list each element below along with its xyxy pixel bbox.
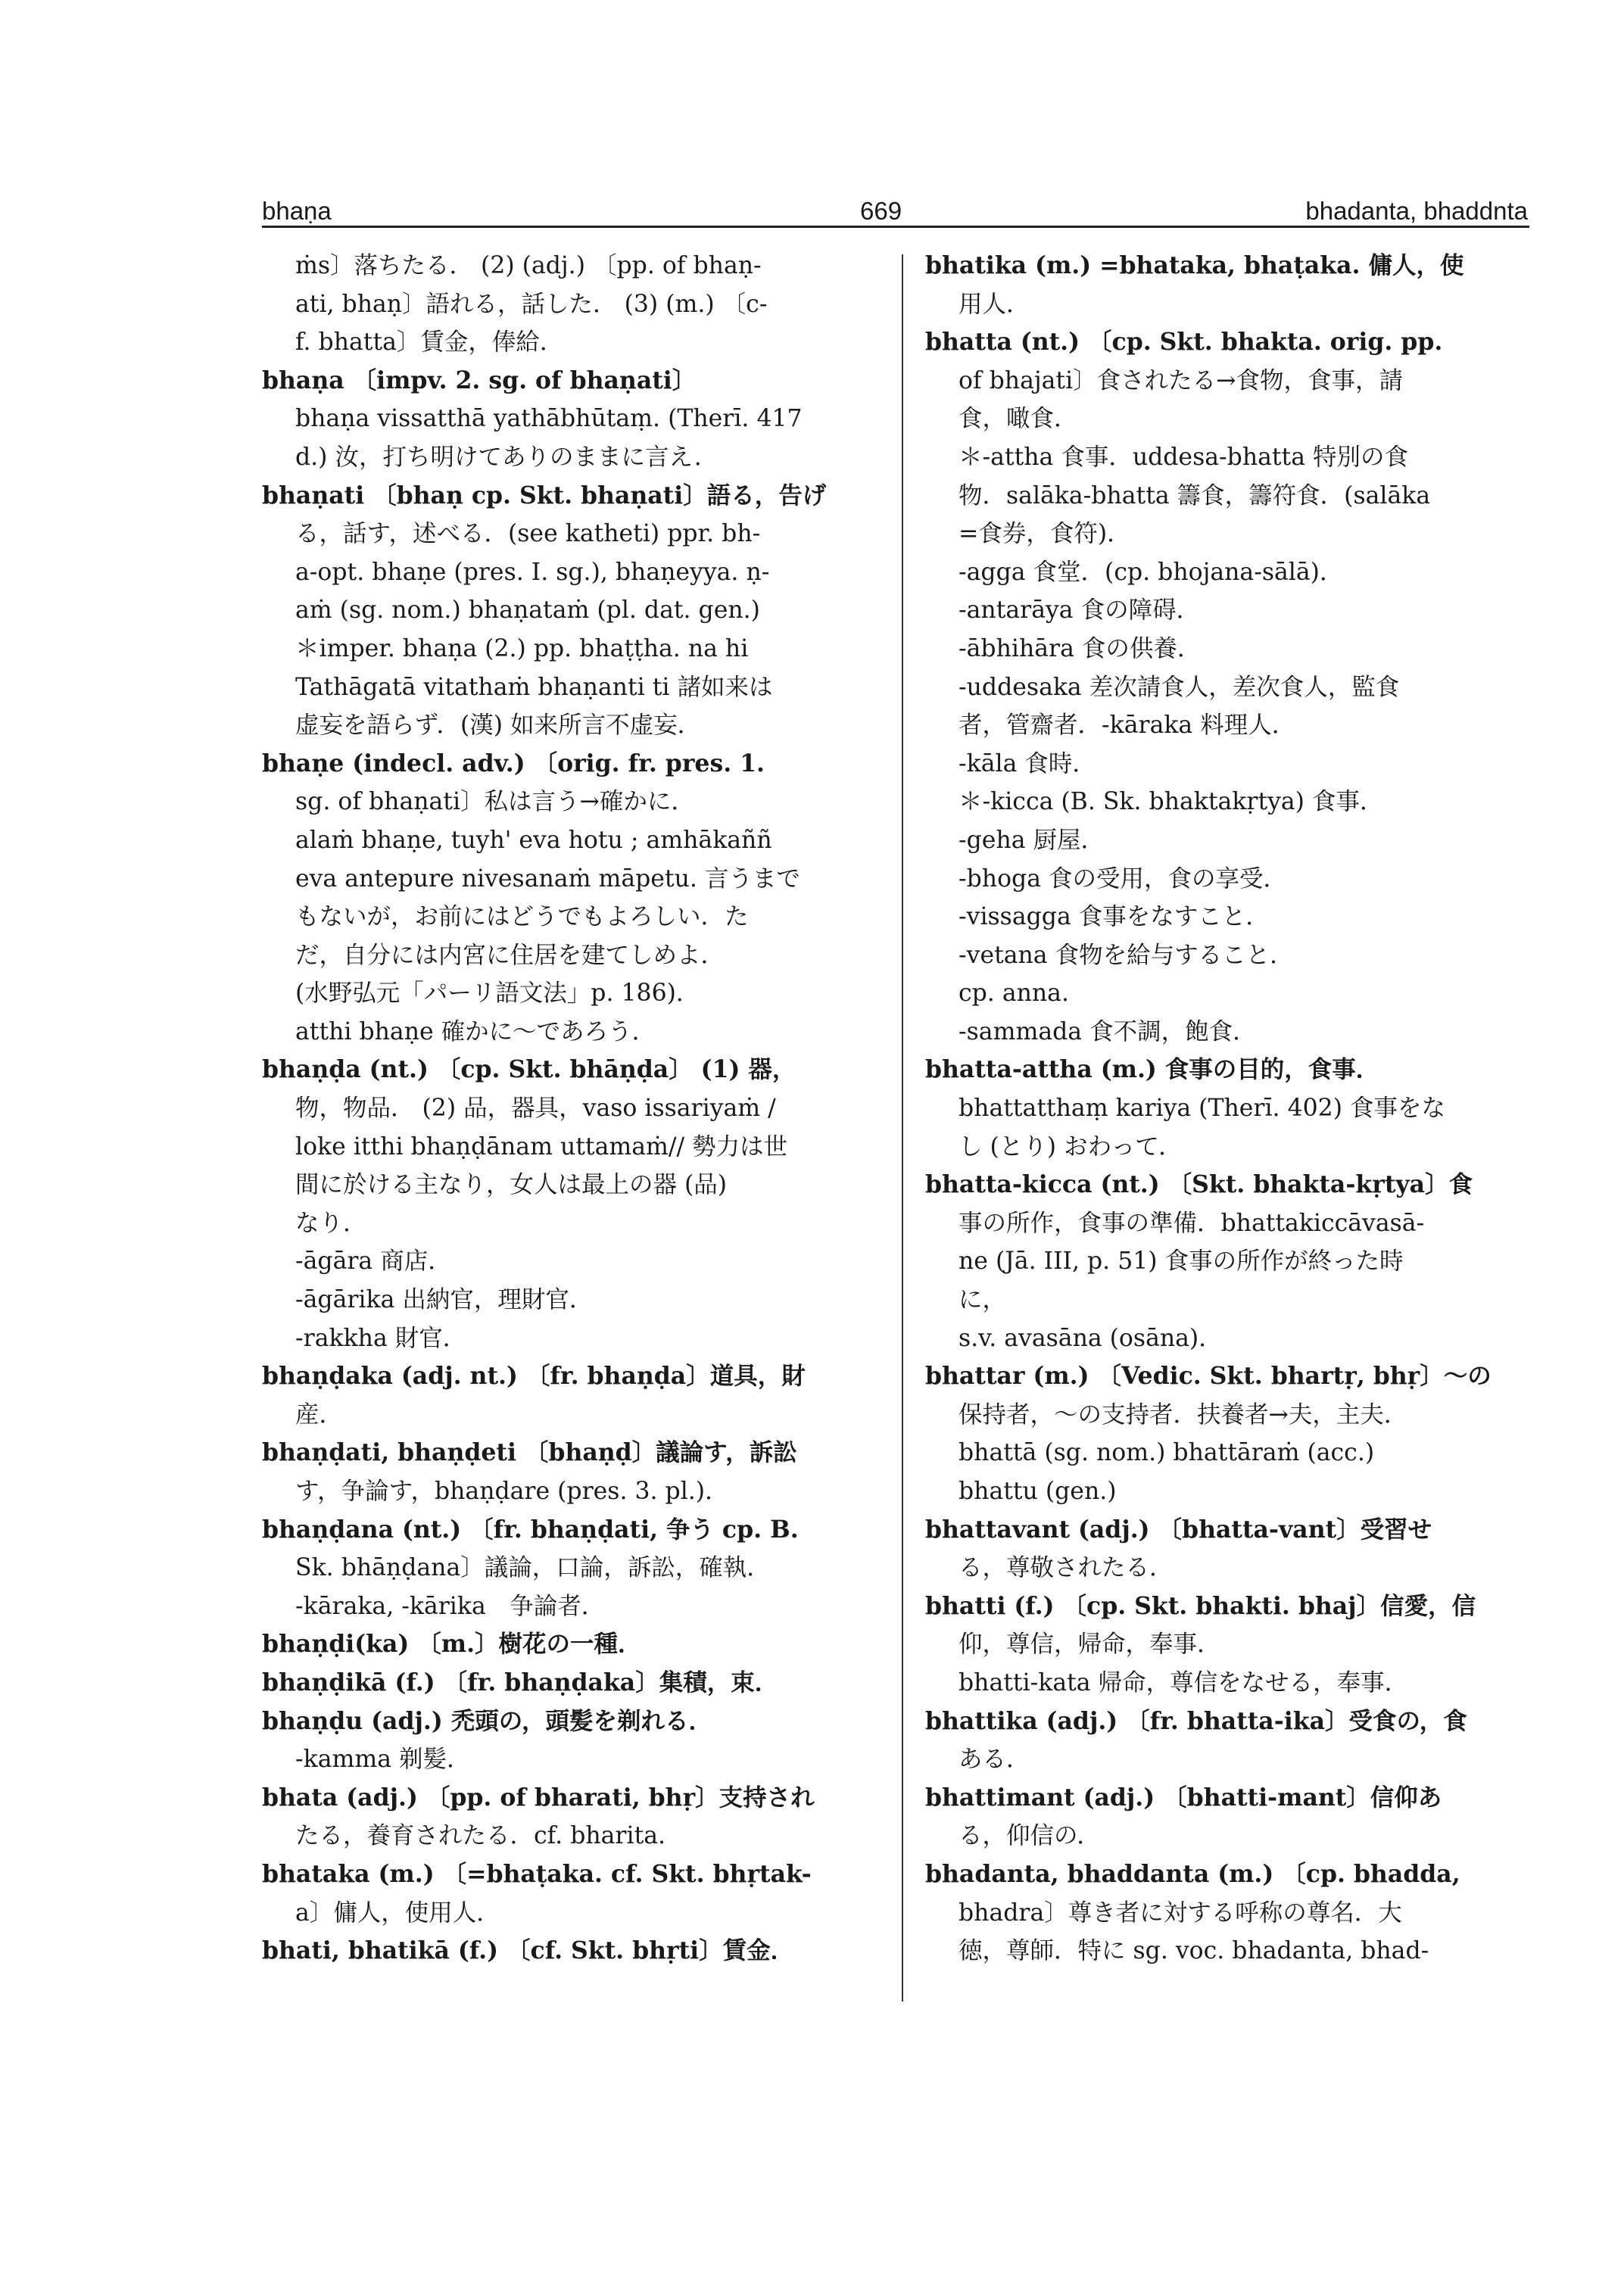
right-column xyxy=(925,247,1529,1971)
entry-line: sg. of bhaṇati〕私は言う→確かに． xyxy=(295,788,695,816)
entry-line: 食，噉食． xyxy=(959,405,1078,433)
headword-line: bhaṇḍaka (adj. nt.) 〔fr. bhaṇḍa〕道具，財 xyxy=(262,1362,806,1391)
entry-line: ＊imper. bhaṇa (2.) pp. bhaṭṭha. na hi xyxy=(295,634,749,662)
entry-line: bhaṇa vissatthā yathābhūtaṃ. (Therī. 417 xyxy=(295,405,803,433)
headword-line: bhaṇḍati, bhaṇḍeti 〔bhaṇḍ〕議論す，訴訟 xyxy=(262,1438,797,1467)
entry-line: -vissagga 食事をなすこと． xyxy=(959,903,1270,931)
entry-line: a-opt. bhaṇe (pres. I. sg.), bhaṇeyya. ṇ- xyxy=(295,558,770,586)
entry-line: -bhoga 食の受用，食の享受． xyxy=(959,865,1288,893)
entry-line: ＊-attha 食事．uddesa-bhatta 特別の食 xyxy=(959,443,1409,471)
entry-line: bhattā (sg. nom.) bhattāraṁ (acc.) xyxy=(959,1439,1375,1467)
headword-line: bhaṇḍu (adj.) 禿頭の，頭髪を剃れる． xyxy=(262,1706,712,1735)
entry-line: (水野弘元「パーリ語文法」p. 186)． xyxy=(295,980,700,1008)
headword-line: bhaṇḍa (nt.) 〔cp. Skt. bhāṇḍa〕 (1) 器， xyxy=(262,1055,796,1084)
entry-line: -vetana 食物を給与すること． xyxy=(959,941,1294,969)
entry-line: loke itthi bhaṇḍānam uttamaṁ// 勢力は世 xyxy=(295,1132,788,1161)
entry-line: bhattatthaṃ kariya (Therī. 402) 食事をな xyxy=(959,1095,1445,1123)
entry-line: a〕傭人，使用人． xyxy=(295,1899,500,1927)
entry-line: 物，物品． (2) 品，器具，vaso issariyaṁ / xyxy=(295,1095,776,1123)
entry-line: Tathāgatā vitathaṁ bhaṇanti ti 諸如来は xyxy=(295,673,773,701)
entry-line: -ābhihāra 食の供養． xyxy=(959,634,1202,662)
entry-line: 用人． xyxy=(959,290,1030,318)
entry-line: -geha 厨屋． xyxy=(959,826,1105,854)
entry-line: aṁ (sg. nom.) bhaṇataṁ (pl. dat. gen.) xyxy=(295,597,760,625)
headword-line: bhaṇḍana (nt.) 〔fr. bhaṇḍati, 争う cp. B. xyxy=(262,1515,799,1544)
entry-line: bhatti-kata 帰命，尊信をなせる，奉事． xyxy=(959,1668,1409,1696)
entry-line: る，仰信の． xyxy=(959,1822,1101,1850)
running-head-left: bhaṇa xyxy=(262,197,332,225)
entry-line: ne (Jā. III, p. 51) 食事の所作が終った時 xyxy=(959,1248,1404,1276)
headword-line: bhattika (adj.) 〔fr. bhatta-ika〕受食の，食 xyxy=(925,1706,1467,1735)
entry-line: だ，自分には内宮に住居を建てしめよ． xyxy=(295,941,725,969)
entry-line: 物．salāka-bhatta 籌食，籌符食．(salāka xyxy=(959,481,1431,509)
headword-line: bhatika (m.) =bhataka, bhaṭaka. 傭人，使 xyxy=(925,251,1464,279)
entry-line: し (とり) おわって． xyxy=(959,1132,1183,1161)
entry-line: もないが，お前にはどうでもよろしい．た xyxy=(295,903,749,931)
entry-line: 事の所作，食事の準備．bhattakiccāvasā- xyxy=(959,1209,1425,1237)
entry-line: -uddesaka 差次請食人，差次食人，監食 xyxy=(959,673,1400,701)
entry-line: cp. anna. xyxy=(959,980,1069,1008)
entry-line: Sk. bhāṇḍana〕議論，口論，訴訟，確執． xyxy=(295,1554,771,1582)
entry-line: 産． xyxy=(295,1400,344,1428)
entry-line: たる，養育されたる．cf. bharita. xyxy=(295,1822,666,1850)
left-column xyxy=(262,247,875,1971)
entry-line: ṁs〕落ちたる． (2) (adj.) 〔pp. of bhaṇ- xyxy=(295,252,762,279)
entry-line: -sammada 食不調，飽食． xyxy=(959,1017,1257,1045)
entry-line: bhattu (gen.) xyxy=(959,1478,1117,1505)
headword-line: bhaṇa 〔impv. 2. sg. of bhaṇati〕 xyxy=(262,366,697,394)
headword-line: bhatta-attha (m.) 食事の目的，食事． xyxy=(925,1055,1380,1084)
headword-line: bhataka (m.) 〔=bhaṭaka. cf. Skt. bhṛtak- xyxy=(262,1859,812,1888)
entry-line: -antarāya 食の障碍． xyxy=(959,597,1201,625)
page-number: 669 xyxy=(860,197,902,225)
entry-line: る，話す，述べる．(see katheti) ppr. bh- xyxy=(295,520,761,548)
entry-line: なり． xyxy=(295,1209,367,1237)
entry-line: bhadra〕尊き者に対する呼称の尊名．大 xyxy=(959,1899,1402,1927)
headword-line: bhattavant (adj.) 〔bhatta-vant〕受習せ xyxy=(925,1515,1432,1544)
entry-line: of bhajati〕食されたる→食物，食事，請 xyxy=(959,366,1404,394)
entry-line: 虚妄を語らず．(漢) 如来所言不虚妄． xyxy=(295,712,702,740)
entry-line: s.v. avasāna (osāna)． xyxy=(959,1324,1223,1352)
headword-line: bhaṇḍi(ka) 〔m.〕樹花の一種． xyxy=(262,1630,642,1659)
entry-line: る，尊敬されたる． xyxy=(959,1554,1174,1582)
headword-line: bhaṇḍikā (f.) 〔fr. bhaṇḍaka〕集積，束． xyxy=(262,1668,779,1696)
entry-line: ati, bhaṇ〕語れる，話した． (3) (m.) 〔c- xyxy=(295,290,768,318)
running-head-right: bhadanta, bhaddnta xyxy=(1305,197,1528,225)
header-rule xyxy=(262,226,1529,228)
entry-line: eva antepure nivesanaṁ māpetu. 言うまで xyxy=(295,865,800,893)
entry-line: す，争論す，bhaṇḍare (pres. 3. pl.)． xyxy=(295,1478,729,1505)
headword-line: bhatta-kicca (nt.) 〔Skt. bhakta-kṛtya〕食 xyxy=(925,1170,1473,1199)
column-divider xyxy=(902,254,903,2002)
entry-line: 仰，尊信，帰命，奉事． xyxy=(959,1631,1221,1659)
entry-line: 者，管齋者．-kāraka 料理人． xyxy=(959,712,1296,740)
entry-line: -āgārika 出納官，理財官． xyxy=(295,1286,594,1314)
entry-line: atthi bhaṇe 確かに～であろう． xyxy=(295,1017,656,1045)
entry-line: -āgāra 商店． xyxy=(295,1248,452,1276)
entry-line: -rakkha 財官． xyxy=(295,1324,467,1352)
entry-line: ＊-kicca (B. Sk. bhaktakṛtya) 食事． xyxy=(959,788,1384,816)
entry-line: -kāraka, -kārika 争論者． xyxy=(295,1592,606,1620)
entry-line: f. bhatta〕賃金，俸給． xyxy=(295,329,564,357)
headword-line: bhaṇe (indecl. adv.) 〔orig. fr. pres. 1. xyxy=(262,749,765,777)
entry-line: -kāla 食時． xyxy=(959,749,1096,777)
entry-line: -kamma 剃髪． xyxy=(295,1746,471,1774)
headword-line: bhatta (nt.) 〔cp. Skt. bhakta. orig. pp. xyxy=(925,328,1443,357)
entry-line: 保持者，～の支持者．扶養者→夫，主夫． xyxy=(959,1400,1408,1428)
headword-line: bhattar (m.) 〔Vedic. Skt. bhartṛ, bhṛ〕～の xyxy=(925,1362,1492,1391)
entry-line: に， xyxy=(959,1286,1007,1314)
entry-line: -agga 食堂．(cp. bhojana-sālā)． xyxy=(959,558,1344,586)
entry-line: alaṁ bhaṇe, tuyh' eva hotu ; amhākaññ xyxy=(295,826,772,854)
page-header xyxy=(262,192,1528,230)
headword-line: bhattimant (adj.) 〔bhatti-mant〕信仰あ xyxy=(925,1783,1442,1812)
entry-line: ある． xyxy=(959,1746,1030,1774)
headword-line: bhaṇati 〔bhaṇ cp. Skt. bhaṇati〕語る，告げ xyxy=(262,481,827,509)
headword-line: bhatti (f.) 〔cp. Skt. bhakti. bhaj〕信愛，信 xyxy=(925,1591,1476,1620)
entry-line: 間に於ける主なり，女人は最上の器 (品) xyxy=(295,1171,728,1199)
entry-line: d.) 汝，打ち明けてありのままに言え． xyxy=(295,443,718,471)
headword-line: bhata (adj.) 〔pp. of bharati, bhṛ〕支持され xyxy=(262,1783,815,1812)
headword-line: bhati, bhatikā (f.) 〔cf. Skt. bhṛti〕賃金． xyxy=(262,1936,795,1965)
entry-line: =食券，食符)． xyxy=(959,520,1131,548)
headword-line: bhadanta, bhaddanta (m.) 〔cp. bhadda, xyxy=(925,1859,1460,1888)
entry-line: 徳，尊師．特に sg. voc. bhadanta, bhad- xyxy=(959,1937,1429,1965)
